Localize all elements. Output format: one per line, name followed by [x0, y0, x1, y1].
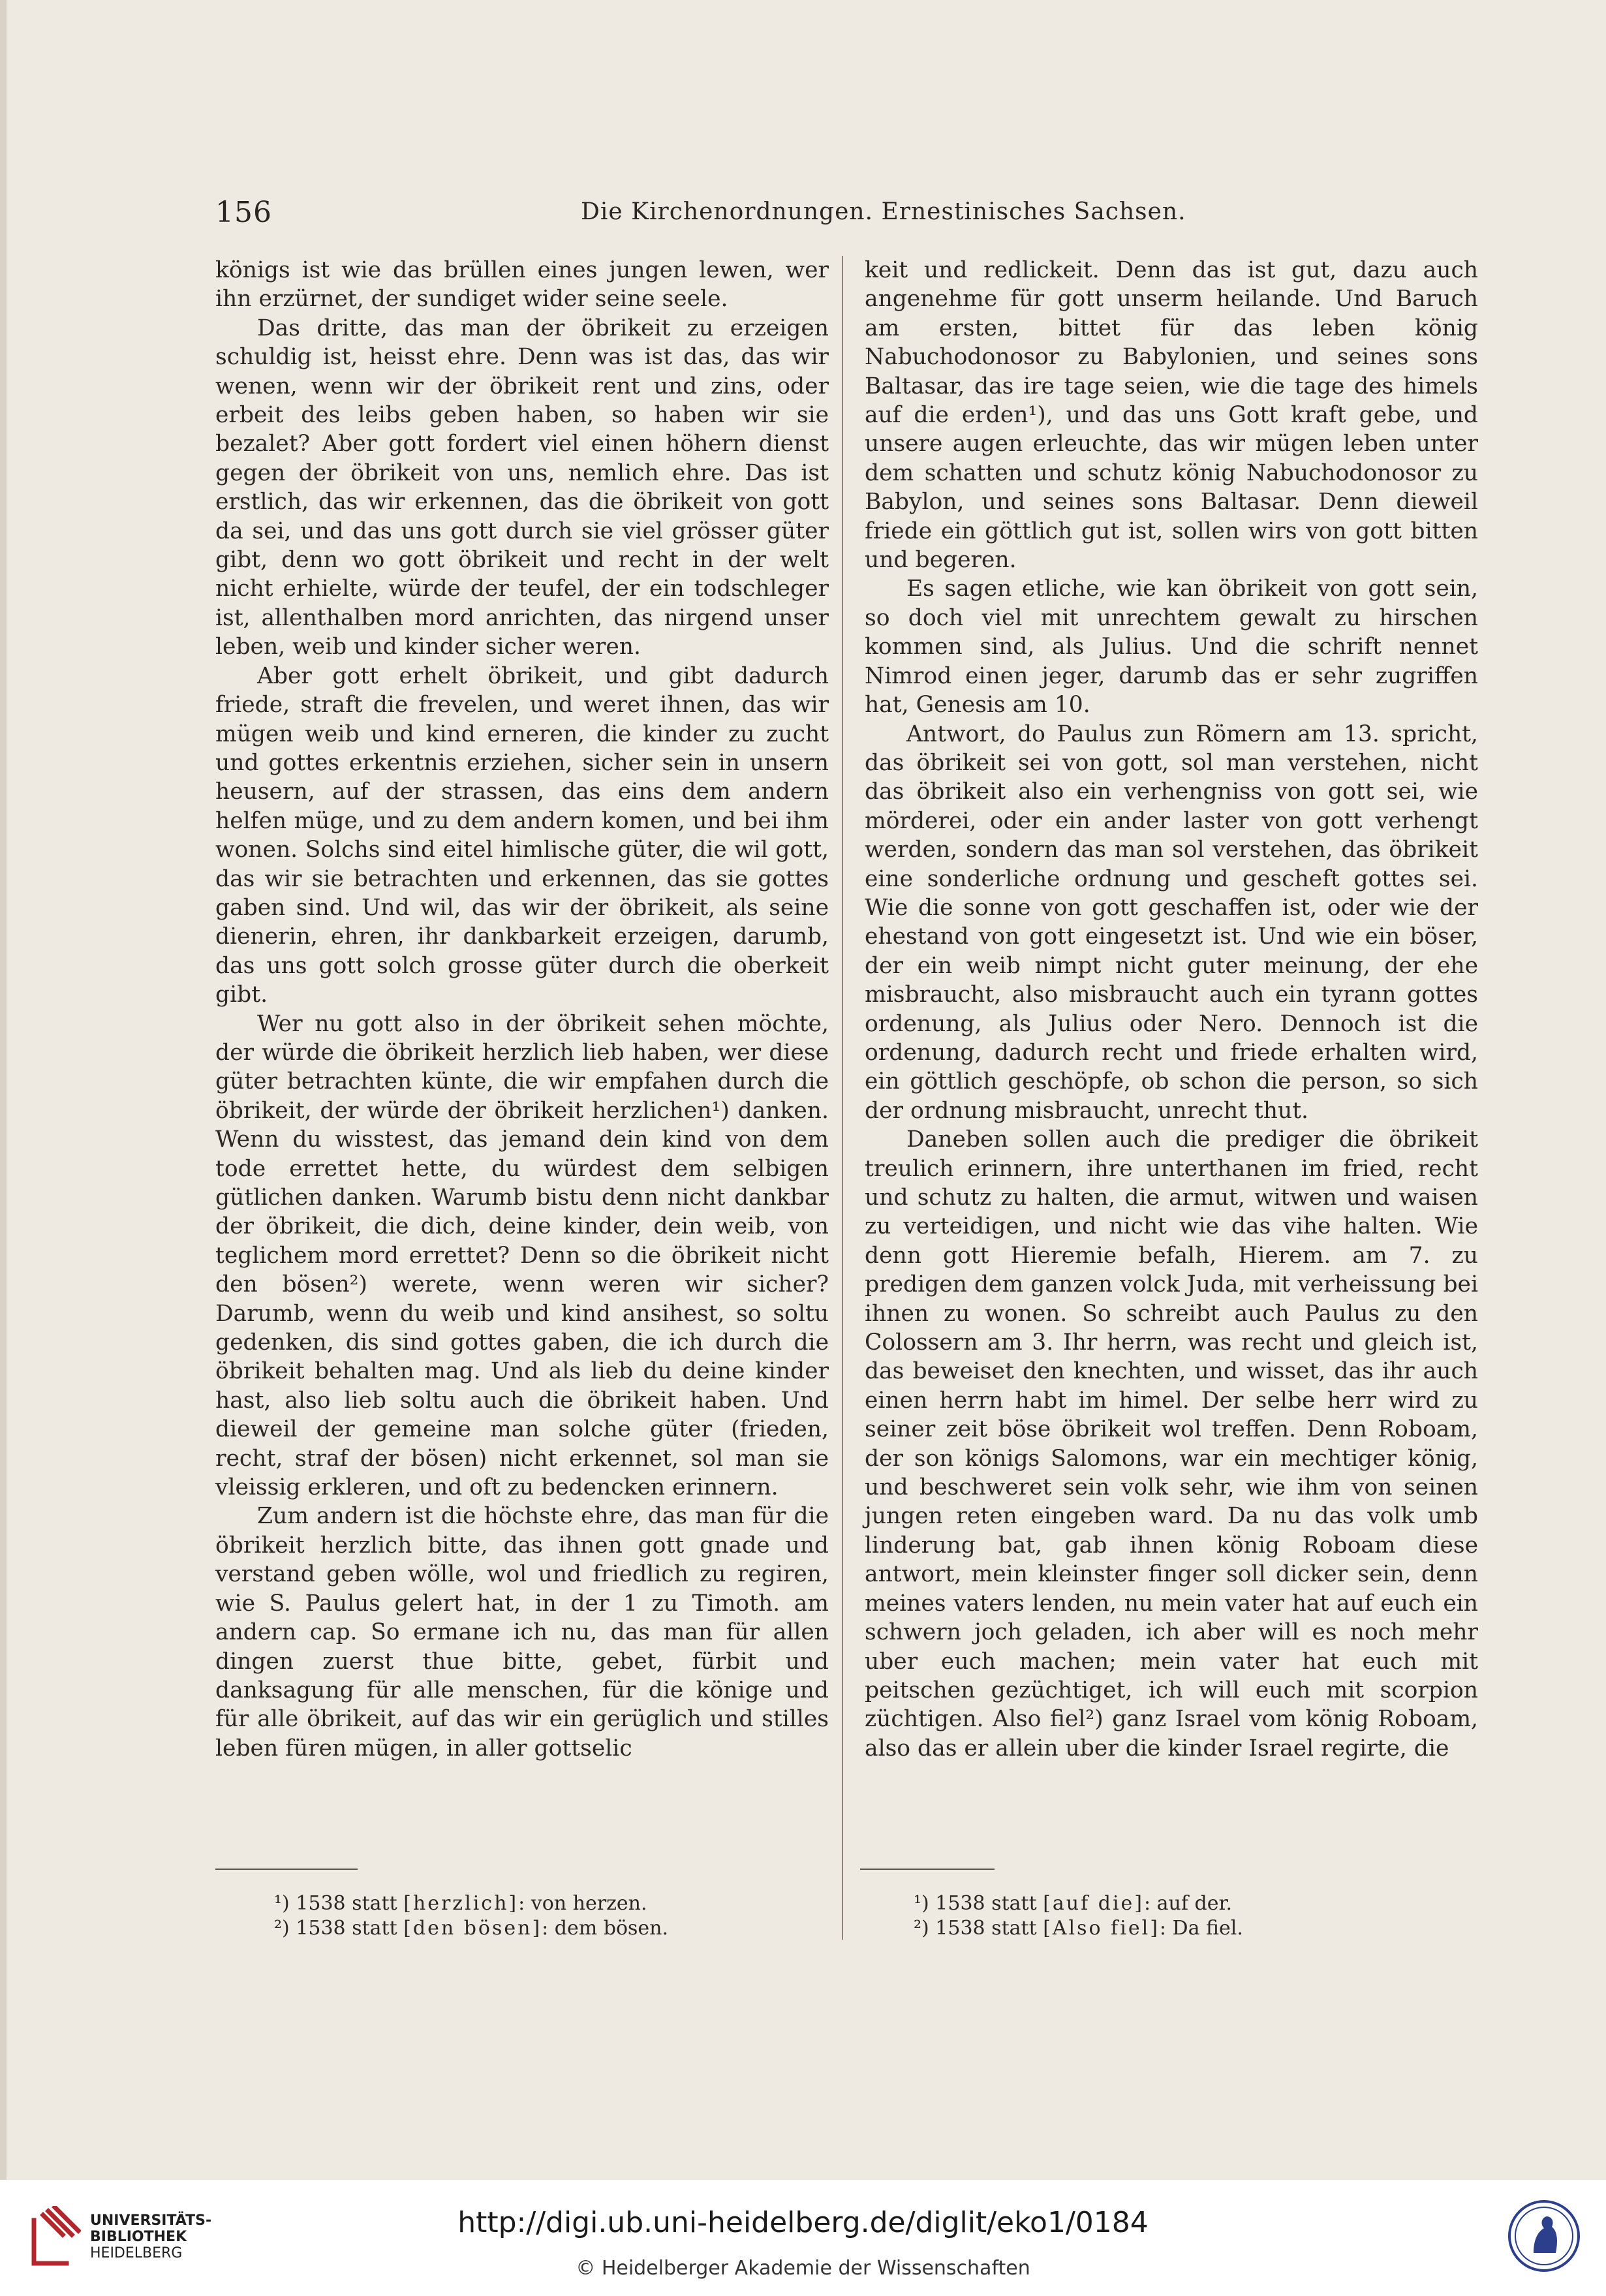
left-text-column	[215, 256, 829, 1763]
footnote	[274, 1891, 668, 1916]
page-edge-shadow	[0, 0, 7, 2180]
footnote-reading: : auf der.	[1144, 1892, 1233, 1915]
footnotes-left	[274, 1891, 668, 1941]
permalink-url[interactable]: http://digi.ub.uni-heidelberg.de/diglit/eko1/0184	[457, 2206, 1149, 2239]
footnotes-right	[914, 1891, 1243, 1941]
footnote	[274, 1916, 668, 1941]
paragraph: Zum andern ist die höchste ehre, das man für die öbrikeit herzlich bitte, das ihnen gott gnade und verstand geben wölle, wol und friedlich zu regiren, wie S. Paulus gelert hat, in der 1 zu Timoth. am andern cap. So ermane ich nu, das man für allen dingen zuerst thue bitte, gebet, fürbit und danksagung für alle menschen, für die könige und für alle öbrikeit, auf das wir ein gerüglich und stilles leben füren mügen, in aller gottselic	[215, 1503, 829, 1761]
paragraph: Wer nu gott also in der öbrikeit sehen möchte, der würde die öbrikeit herzlich lieb haben, wer diese güter betrachten künte, die wir empfahen durch die öbrikeit, der würde der öbrikeit herzlichen¹) danken. Wenn du wisstest, das jemand dein kind von dem tode errettet hette, du würdest dem selbigen gütlichen danken. Warumb bistu denn nicht dankbar der öbrikeit, die dich, deine kinder, dein weib, von teglichem mord errettet? Denn so die öbrikeit nicht den bösen²) werete, wenn weren wir sicher? Darumb, wenn du weib und kind ansihest, so soltu gedenken, dis sind gottes gaben, die ich durch die öbrikeit behalten mag. Und als lieb du deine kinder hast, also lieb soltu auch die öbrikeit haben. Und dieweil der gemeine man solche güter (frieden, recht, straf der bösen) nicht erkennet, sol man sie vleissig erkleren, und oft zu bedencken erinnern.	[215, 1010, 829, 1501]
paragraph: königs ist wie das brüllen eines jungen lewen, wer ihn erzürnet, der sundiget wider seine seele.	[215, 257, 829, 313]
footnote-reading: : von herzen.	[518, 1892, 647, 1915]
footnote-separator-left	[215, 1869, 358, 1870]
running-title: Die Kirchenordnungen. Ernestinisches Sachsen.	[581, 198, 1186, 225]
paragraph: Es sagen etliche, wie kan öbrikeit von gott sein, so doch viel mit unrechtem gewalt zu hirschen kommen sind, als Julius. Und die schrift nennet Nimrod einen jeger, darumb das er sehr zugriffen hat, Genesis am 10.	[865, 576, 1478, 719]
footnote-word: statt	[352, 1917, 397, 1940]
footnote-mark: ¹)	[274, 1892, 290, 1915]
footnote-separator-right	[860, 1869, 995, 1870]
footnote-quoted: [Also fiel]	[1043, 1917, 1160, 1940]
footnote-mark: ²)	[274, 1917, 290, 1940]
footnote	[914, 1891, 1243, 1916]
footnote-year: 1538	[935, 1892, 985, 1915]
library-name-line: UNIVERSITÄTS-	[90, 2212, 212, 2229]
copyright-notice: © Heidelberger Akademie der Wissenschaften	[576, 2257, 1030, 2280]
academy-seal-icon[interactable]	[1507, 2199, 1581, 2273]
footnote-word: statt	[352, 1892, 397, 1915]
footnote-reading: : Da fiel.	[1159, 1917, 1243, 1940]
footnote-year: 1538	[296, 1892, 346, 1915]
right-text-column	[865, 256, 1478, 1763]
page-number: 156	[215, 196, 272, 229]
footnote-word: statt	[991, 1917, 1037, 1940]
footnote-mark: ²)	[914, 1917, 929, 1940]
library-name-line: BIBLIOTHEK	[90, 2229, 187, 2245]
paragraph: Daneben sollen auch die prediger die öbrikeit treulich erinnern, ihre unterthanen im fried, recht und schutz zu halten, die armut, witwen und waisen zu verteidigen, und nicht wie das vihe halten. Wie denn gott Hieremie befalh, Hierem. am 7. zu predigen dem ganzen volck Juda, mit verheissung bei ihnen zu wonen. So schreibt auch Paulus zu den Colossern am 3. Ihr herrn, was recht und gleich ist, das beweiset den knechten, und wisset, das ihr auch einen herrn habt im himel. Der selbe herr wird zu seiner zeit böse öbrikeit wol treffen. Denn Roboam, der son königs Salomons, war ein mechtiger könig, und beschweret sein volk sehr, wie ihm von seinen jungen reten eingeben ward. Da nu das volk umb linderung bat, gab ihnen könig Roboam diese antwort, mein kleinster finger soll dicker sein, denn meines vaters lenden, nu mein vater hat auf euch ein schwern joch geladen, ich aber will es noch mehr uber euch machen; mein vater hat euch mit peitschen gezüchtiget, ich will euch mit scorpion züchtigen. Also fiel²) ganz Israel vom könig Roboam, also das er allein uber die kinder Israel regirte, die	[865, 1126, 1478, 1761]
library-name-line: HEIDELBERG	[90, 2245, 183, 2261]
footer-bar	[0, 2180, 1606, 2296]
footnote-word: statt	[991, 1892, 1037, 1915]
footnote-year: 1538	[935, 1917, 985, 1940]
footnote-year: 1538	[296, 1917, 346, 1940]
footnote-quoted: [herzlich]	[403, 1892, 519, 1915]
footnote-mark: ¹)	[914, 1892, 929, 1915]
paragraph: Antwort, do Paulus zun Römern am 13. spricht, das öbrikeit sei von gott, sol man verstehen, nicht das öbrikeit also ein verhengniss von gott sei, wie mörderei, oder ein ander laster von gott verhengt werden, sondern das man sol verstehen, das öbrikeit eine sonderliche ordnung und gescheft gottes sei. Wie die sonne von gott geschaffen ist, oder wie der ehestand von gott eingesetzt ist. Und wie ein böser, der ein weib nimpt nicht guter meinung, der ehe misbraucht, also misbraucht auch ein tyrann gottes ordenung, als Julius oder Nero. Dennoch ist die ordenung, dadurch recht und friede erhalten wird, ein göttlich geschöpfe, ob schon die person, so sich der ordnung misbraucht, unrecht thut.	[865, 721, 1478, 1124]
paragraph: Aber gott erhelt öbrikeit, und gibt dadurch friede, straft die frevelen, und weret ihnen, das wir mügen weib und kind erneren, die kinder zu zucht und gottes erkentnis erziehen, sicher sein in unsern heusern, auf der strassen, das eins dem andern helfen müge, und zu dem andern komen, und bei ihm wonen. Solchs sind eitel himlische güter, die wil gott, das wir sie betrachten und erkennen, das sie gottes gaben sind. Und wil, das wir der öbrikeit, als seine dienerin, ehren, ihr dankbarkeit erzeigen, darumb, das uns gott solch grosse güter durch die oberkeit gibt.	[215, 662, 829, 1008]
page-header	[209, 189, 1606, 235]
footnote	[914, 1916, 1243, 1941]
footnote-reading: : dem bösen.	[542, 1917, 669, 1940]
column-divider	[842, 256, 843, 1940]
paragraph: Das dritte, das man der öbrikeit zu erzeigen schuldig ist, heisst ehre. Denn was ist das, das wir wenen, wenn wir der öbrikeit rent und zins, oder erbeit des leibs geben haben, so haben wir sie bezalet? Aber gott fordert viel einen höhern dienst gegen der öbrikeit von uns, nemlich ehre. Das ist erstlich, das wir erkennen, das die öbrikeit von gott da sei, und das uns gott durch sie viel grösser güter gibt, denn wo gott öbrikeit und recht in der welt nicht erhielte, würde der teufel, der ein todschleger ist, allenthalben mord anrichten, das nirgend unser leben, weib und kinder sicher weren.	[215, 315, 829, 660]
paragraph: keit und redlickeit. Denn das ist gut, dazu auch angenehme für gott unserm heilande. Und Baruch am ersten, bittet für das leben könig Nabuchodonosor zu Babylonien, und seines sons Baltasar, das ire tage seien, wie die tage des himels auf die erden¹), und das uns Gott kraft gebe, und unsere augen erleuchte, das wir mügen leben unter dem schatten und schutz könig Nabuchodonosor zu Babylon, und seines sons Baltasar. Denn dieweil friede ein göttlich gut ist, sollen wirs von gott bitten und begeren.	[865, 257, 1478, 574]
footnote-quoted: [den bösen]	[403, 1917, 542, 1940]
footnote-quoted: [auf die]	[1043, 1892, 1144, 1915]
